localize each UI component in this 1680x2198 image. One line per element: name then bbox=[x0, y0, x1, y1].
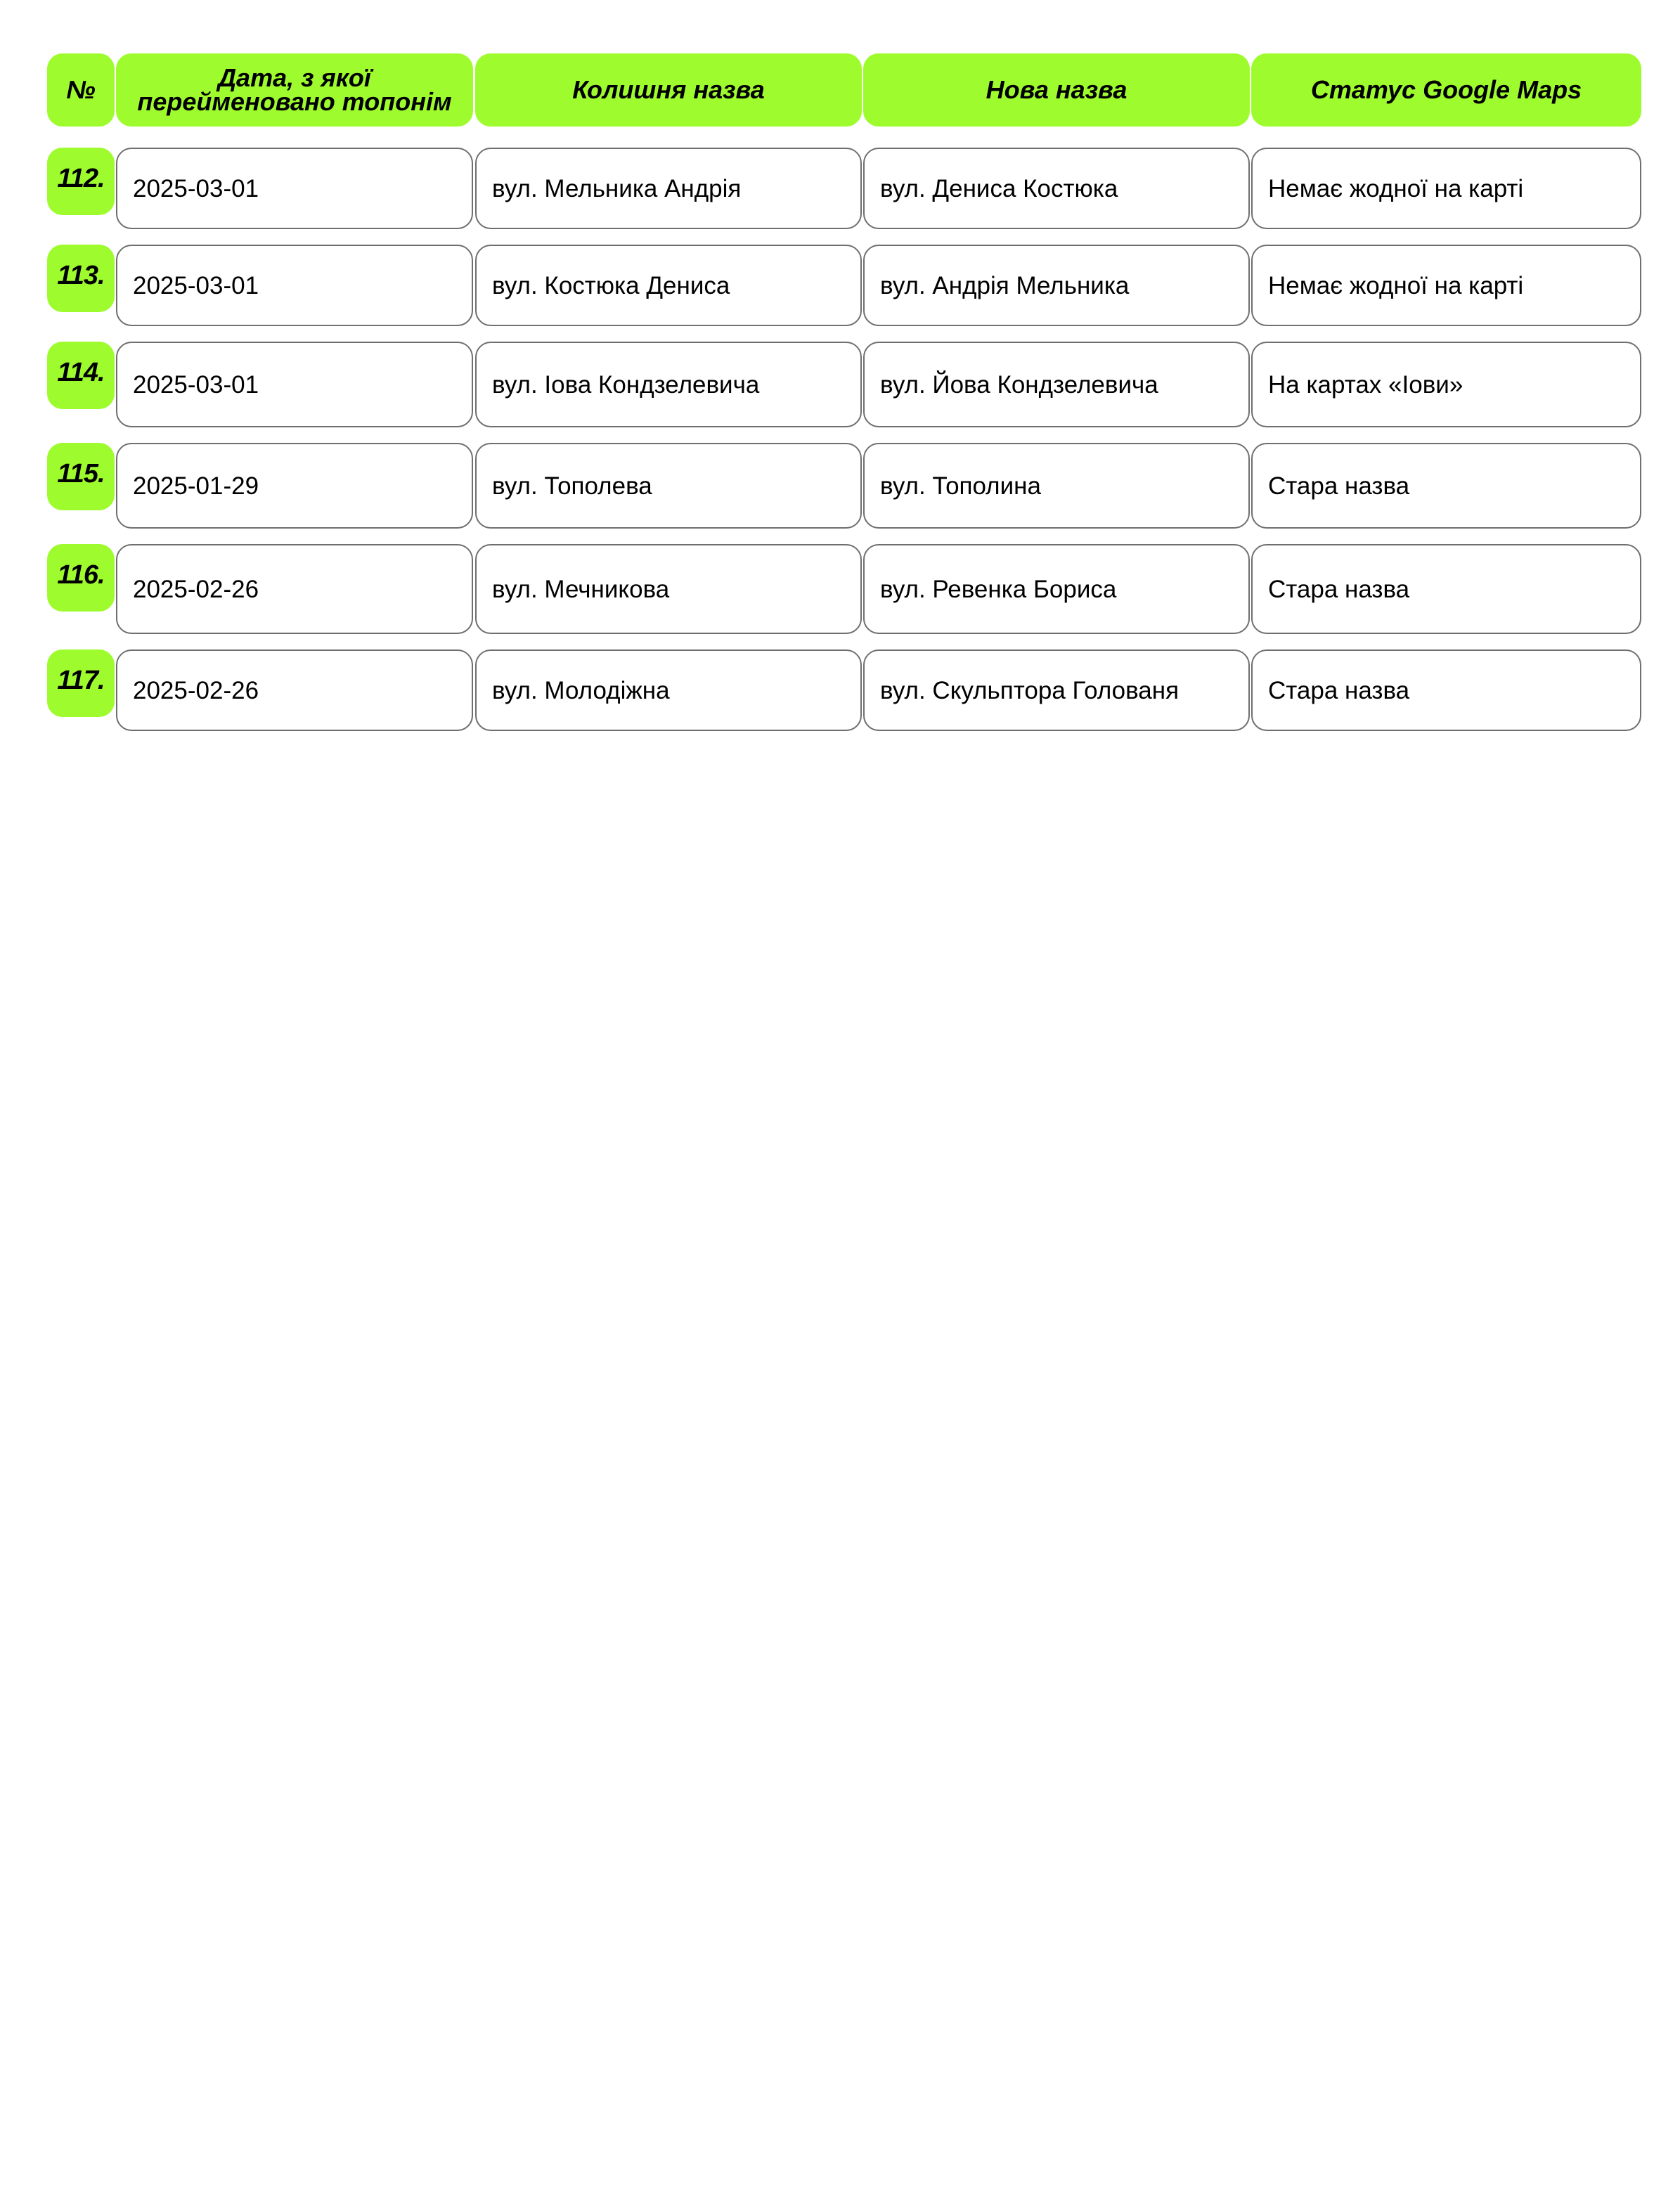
new-name-cell: вул. Андрія Мельника bbox=[863, 245, 1250, 326]
status-cell: Стара назва bbox=[1251, 544, 1641, 634]
table-row bbox=[47, 649, 1641, 731]
row-number: 113. bbox=[47, 245, 115, 312]
old-name-cell: вул. Мельника Андрія bbox=[475, 148, 862, 229]
renamed-streets-table bbox=[47, 53, 1641, 746]
old-name-cell: вул. Іова Кондзелевича bbox=[475, 342, 862, 427]
new-name-cell: вул. Скульптора Голованя bbox=[863, 649, 1250, 731]
table-row bbox=[47, 342, 1641, 427]
old-name-cell: вул. Молодіжна bbox=[475, 649, 862, 731]
status-cell: На картах «Іови» bbox=[1251, 342, 1641, 427]
header-new-name: Нова назва bbox=[863, 53, 1250, 127]
date-cell: 2025-02-26 bbox=[116, 649, 473, 731]
table-row bbox=[47, 148, 1641, 229]
old-name-cell: вул. Мечникова bbox=[475, 544, 862, 634]
new-name-cell: вул. Йова Кондзелевича bbox=[863, 342, 1250, 427]
date-cell: 2025-01-29 bbox=[116, 443, 473, 529]
new-name-cell: вул. Дениса Костюка bbox=[863, 148, 1250, 229]
date-cell: 2025-03-01 bbox=[116, 148, 473, 229]
row-number: 115. bbox=[47, 443, 115, 510]
header-num: № bbox=[47, 53, 115, 127]
new-name-cell: вул. Тополина bbox=[863, 443, 1250, 529]
row-number: 117. bbox=[47, 649, 115, 717]
old-name-cell: вул. Тополева bbox=[475, 443, 862, 529]
status-cell: Немає жодної на карті bbox=[1251, 245, 1641, 326]
header-old-name: Колишня назва bbox=[475, 53, 862, 127]
new-name-cell: вул. Ревенка Бориса bbox=[863, 544, 1250, 634]
table-row bbox=[47, 544, 1641, 634]
date-cell: 2025-03-01 bbox=[116, 342, 473, 427]
table-row bbox=[47, 443, 1641, 529]
row-number: 114. bbox=[47, 342, 115, 409]
status-cell: Стара назва bbox=[1251, 443, 1641, 529]
status-cell: Немає жодної на карті bbox=[1251, 148, 1641, 229]
header-date: Дата, з якої перейменовано топонім bbox=[116, 53, 473, 127]
table-row bbox=[47, 245, 1641, 326]
row-number: 112. bbox=[47, 148, 115, 215]
status-cell: Стара назва bbox=[1251, 649, 1641, 731]
old-name-cell: вул. Костюка Дениса bbox=[475, 245, 862, 326]
date-cell: 2025-03-01 bbox=[116, 245, 473, 326]
header-status: Статус Google Maps bbox=[1251, 53, 1641, 127]
table-header bbox=[47, 53, 1641, 127]
date-cell: 2025-02-26 bbox=[116, 544, 473, 634]
row-number: 116. bbox=[47, 544, 115, 612]
